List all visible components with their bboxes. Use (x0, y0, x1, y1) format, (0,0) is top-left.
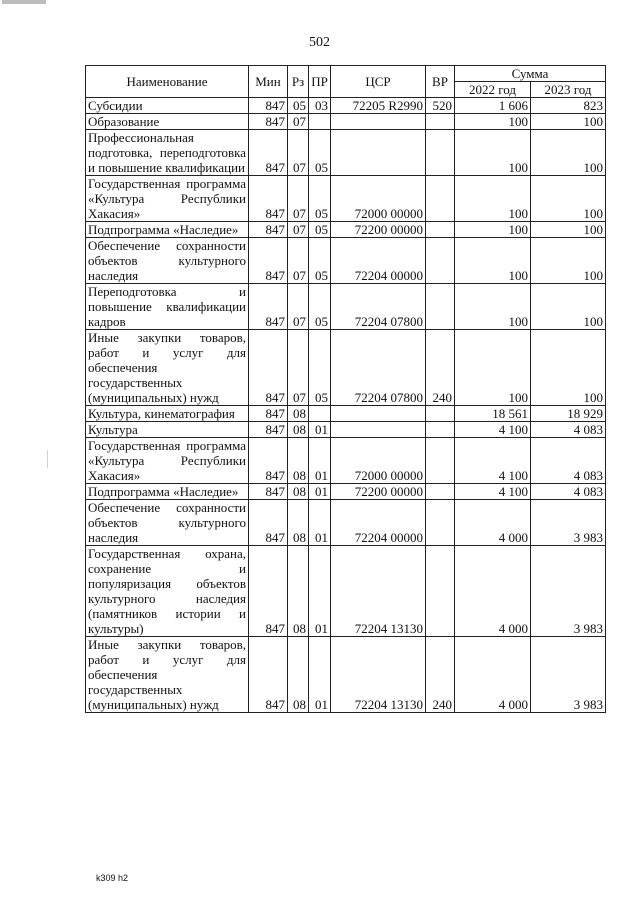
scan-edge-mark (2, 0, 46, 4)
row-sum-2023: 4 083 (531, 484, 606, 500)
table-row (86, 546, 606, 637)
row-csr (331, 422, 426, 438)
row-name: Профессиональная подготовка, переподготовка и повышение квалификации (86, 130, 249, 176)
row-pr: 05 (309, 176, 331, 222)
margin-mark (47, 450, 48, 468)
row-sum-2022: 4 100 (455, 438, 531, 484)
row-min: 847 (249, 98, 288, 114)
header-row (86, 66, 606, 82)
row-rz: 07 (288, 114, 309, 130)
row-vr (426, 284, 455, 330)
header-year-2023: 2023 год (531, 82, 606, 98)
header-sum: Сумма (455, 66, 606, 82)
table-row (86, 98, 606, 114)
row-sum-2023: 100 (531, 222, 606, 238)
row-sum-2023: 100 (531, 330, 606, 406)
row-sum-2022: 4 000 (455, 637, 531, 713)
row-rz: 07 (288, 222, 309, 238)
row-vr: 240 (426, 637, 455, 713)
row-sum-2022: 100 (455, 114, 531, 130)
table-row (86, 406, 606, 422)
row-pr: 01 (309, 546, 331, 637)
row-vr (426, 238, 455, 284)
header-year-2022: 2022 год (455, 82, 531, 98)
row-sum-2023: 3 983 (531, 637, 606, 713)
row-vr (426, 114, 455, 130)
row-pr: 05 (309, 238, 331, 284)
row-pr: 05 (309, 222, 331, 238)
row-csr: 72204 00000 (331, 238, 426, 284)
table-row (86, 176, 606, 222)
row-csr: 72205 R2990 (331, 98, 426, 114)
row-vr (426, 222, 455, 238)
row-vr (426, 422, 455, 438)
row-rz: 07 (288, 284, 309, 330)
row-pr: 05 (309, 330, 331, 406)
row-rz: 07 (288, 238, 309, 284)
row-rz: 08 (288, 637, 309, 713)
row-min: 847 (249, 330, 288, 406)
row-sum-2023: 100 (531, 238, 606, 284)
table-row (86, 484, 606, 500)
table-row (86, 238, 606, 284)
row-rz: 07 (288, 330, 309, 406)
row-sum-2022: 100 (455, 330, 531, 406)
row-name: Образование (86, 114, 249, 130)
row-pr: 01 (309, 637, 331, 713)
row-sum-2022: 18 561 (455, 406, 531, 422)
row-rz: 08 (288, 406, 309, 422)
row-sum-2022: 100 (455, 284, 531, 330)
row-csr (331, 114, 426, 130)
row-pr: 03 (309, 98, 331, 114)
row-pr (309, 406, 331, 422)
row-min: 847 (249, 422, 288, 438)
row-csr: 72204 00000 (331, 500, 426, 546)
row-csr: 72204 07800 (331, 330, 426, 406)
row-sum-2023: 3 983 (531, 546, 606, 637)
row-sum-2022: 4 100 (455, 422, 531, 438)
page-number: 502 (309, 35, 330, 50)
row-name: Государственная охрана, сохранение и популяризация объектов культурного наследия (памятников истории и культуры) (86, 546, 249, 637)
row-csr: 72204 13130 (331, 637, 426, 713)
row-csr: 72204 07800 (331, 284, 426, 330)
table-row (86, 114, 606, 130)
row-rz: 05 (288, 98, 309, 114)
row-sum-2023: 4 083 (531, 422, 606, 438)
row-csr (331, 406, 426, 422)
row-name: Иные закупки товаров, работ и услуг для обеспечения государственных (муниципальных) нужд (86, 330, 249, 406)
row-pr: 05 (309, 130, 331, 176)
row-name: Подпрограмма «Наследие» (86, 484, 249, 500)
row-sum-2022: 4 000 (455, 546, 531, 637)
header-min: Мин (249, 66, 288, 98)
row-min: 847 (249, 406, 288, 422)
row-pr: 01 (309, 422, 331, 438)
header-csr: ЦСР (331, 66, 426, 98)
row-name: Подпрограмма «Наследие» (86, 222, 249, 238)
table-body (86, 98, 606, 713)
row-min: 847 (249, 284, 288, 330)
row-name: Государственная программа «Культура Республики Хакасия» (86, 176, 249, 222)
row-pr: 01 (309, 484, 331, 500)
row-rz: 08 (288, 422, 309, 438)
row-min: 847 (249, 222, 288, 238)
row-sum-2023: 100 (531, 176, 606, 222)
header-vr: ВР (426, 66, 455, 98)
table-row (86, 222, 606, 238)
row-sum-2022: 100 (455, 130, 531, 176)
row-min: 847 (249, 438, 288, 484)
row-name: Культура, кинематография (86, 406, 249, 422)
row-vr (426, 406, 455, 422)
table-row (86, 637, 606, 713)
row-sum-2023: 100 (531, 114, 606, 130)
row-min: 847 (249, 637, 288, 713)
row-csr: 72200 00000 (331, 484, 426, 500)
row-sum-2023: 18 929 (531, 406, 606, 422)
row-pr: 01 (309, 438, 331, 484)
row-min: 847 (249, 176, 288, 222)
row-sum-2023: 100 (531, 130, 606, 176)
row-name: Обеспечение сохранности объектов культурного наследия (86, 238, 249, 284)
row-min: 847 (249, 114, 288, 130)
budget-table (85, 65, 606, 713)
table-row (86, 422, 606, 438)
row-min: 847 (249, 484, 288, 500)
row-sum-2022: 4 100 (455, 484, 531, 500)
row-csr: 72204 13130 (331, 546, 426, 637)
row-sum-2022: 100 (455, 222, 531, 238)
row-pr: 01 (309, 500, 331, 546)
table-row (86, 330, 606, 406)
row-vr (426, 500, 455, 546)
row-csr: 72000 00000 (331, 438, 426, 484)
row-vr (426, 484, 455, 500)
row-name: Культура (86, 422, 249, 438)
row-sum-2023: 3 983 (531, 500, 606, 546)
row-sum-2023: 100 (531, 284, 606, 330)
footer-code: k309 h2 (96, 873, 129, 883)
row-csr (331, 130, 426, 176)
row-sum-2023: 823 (531, 98, 606, 114)
row-sum-2022: 1 606 (455, 98, 531, 114)
row-vr (426, 546, 455, 637)
row-sum-2023: 4 083 (531, 438, 606, 484)
row-csr: 72200 00000 (331, 222, 426, 238)
row-vr: 520 (426, 98, 455, 114)
table-row (86, 438, 606, 484)
row-min: 847 (249, 546, 288, 637)
header-pr: ПР (309, 66, 331, 98)
row-name: Переподготовка и повышение квалификации кадров (86, 284, 249, 330)
row-rz: 08 (288, 500, 309, 546)
row-vr (426, 130, 455, 176)
row-rz: 07 (288, 130, 309, 176)
row-pr (309, 114, 331, 130)
table-row (86, 500, 606, 546)
row-rz: 08 (288, 546, 309, 637)
row-vr: 240 (426, 330, 455, 406)
row-vr (426, 176, 455, 222)
row-min: 847 (249, 238, 288, 284)
header-name: Наименование (86, 66, 249, 98)
row-rz: 08 (288, 438, 309, 484)
table-row (86, 130, 606, 176)
row-rz: 08 (288, 484, 309, 500)
row-name: Субсидии (86, 98, 249, 114)
row-name: Государственная программа «Культура Республики Хакасия» (86, 438, 249, 484)
header-rz: Рз (288, 66, 309, 98)
row-csr: 72000 00000 (331, 176, 426, 222)
row-vr (426, 438, 455, 484)
row-pr: 05 (309, 284, 331, 330)
row-rz: 07 (288, 176, 309, 222)
table-row (86, 284, 606, 330)
row-min: 847 (249, 500, 288, 546)
row-min: 847 (249, 130, 288, 176)
row-sum-2022: 100 (455, 176, 531, 222)
row-sum-2022: 100 (455, 238, 531, 284)
row-sum-2022: 4 000 (455, 500, 531, 546)
row-name: Обеспечение сохранности объектов культурного наследия (86, 500, 249, 546)
row-name: Иные закупки товаров, работ и услуг для обеспечения государственных (муниципальных) нужд (86, 637, 249, 713)
